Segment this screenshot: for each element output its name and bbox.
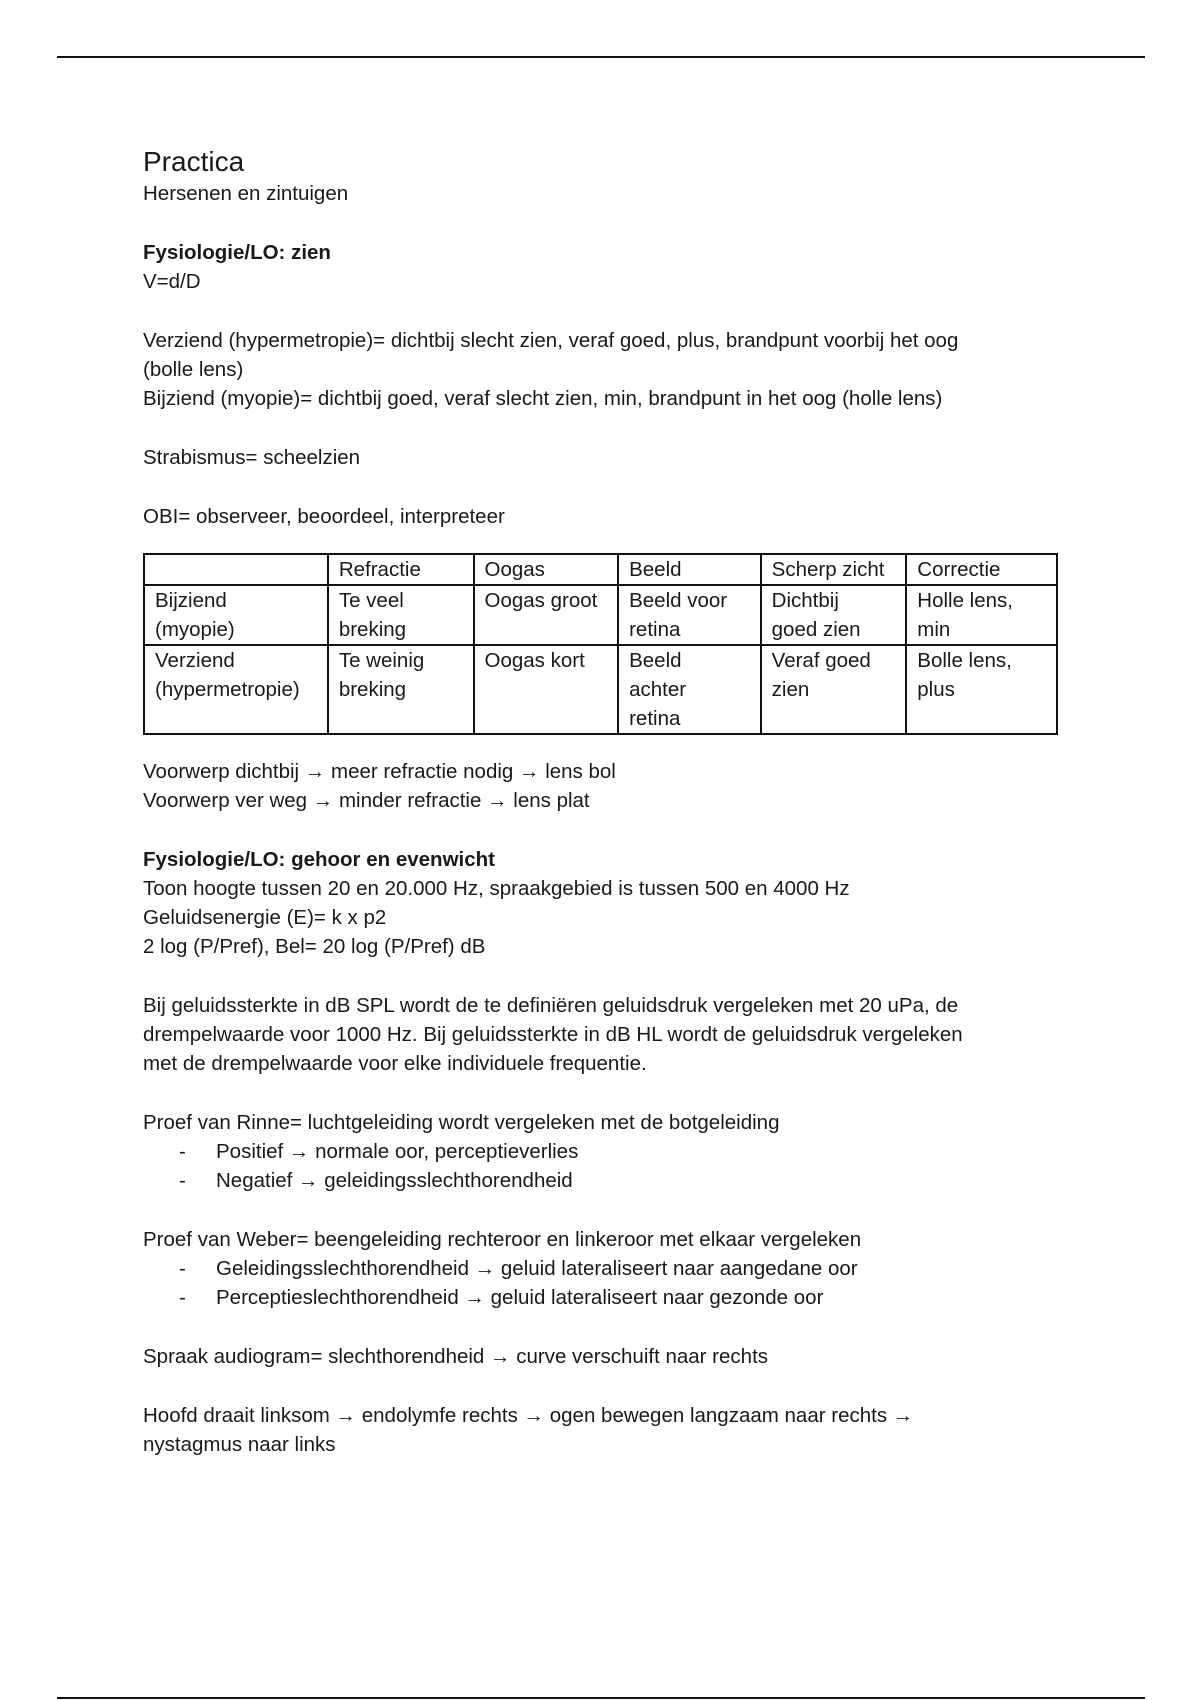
table-cell: [618, 645, 761, 734]
cell-line: Oogas kort: [484, 649, 585, 672]
geluidsenergie-line: Geluidsenergie (E)= k x p2: [143, 906, 387, 929]
cell-line: Beeld: [629, 649, 682, 672]
table-header-cell: Oogas: [474, 554, 619, 585]
cell-line: retina: [629, 707, 681, 730]
voorwerp-dichtbij-line: Voorwerp dichtbij → meer refractie nodig → lens bol: [143, 760, 616, 783]
footer-rule: [57, 1697, 1145, 1699]
verziend-line-1: Verziend (hypermetropie)= dichtbij slecht zien, veraf goed, plus, brandpunt voorbij het oog: [143, 329, 959, 352]
cell-line: Veraf goed: [771, 649, 871, 672]
list-item: [179, 1137, 1063, 1166]
cell-line: Oogas groot: [484, 589, 598, 612]
cell-line: breking: [338, 618, 407, 641]
table-row: [144, 645, 1057, 734]
cell-line: Bolle lens,: [917, 649, 1012, 672]
cell-line: Verziend: [155, 649, 235, 672]
table-cell: [144, 585, 328, 645]
dash-bullet: -: [179, 1140, 186, 1163]
geluidssterkte-line-1: Bij geluidssterkte in dB SPL wordt de te definiëren geluidsdruk vergeleken met 20 uPa, de: [143, 994, 959, 1017]
cell-line: zien: [771, 678, 810, 701]
table-header-cell: Correctie: [906, 554, 1057, 585]
dash-bullet: -: [179, 1169, 186, 1192]
list-item: [179, 1254, 1063, 1283]
cell-line: Dichtbij: [771, 589, 839, 612]
table-header-cell: Refractie: [328, 554, 474, 585]
geluidssterkte-line-3: met de drempelwaarde voor elke individuele frequentie.: [143, 1052, 647, 1075]
list-item-text: Negatief → geleidingsslechthorendheid: [216, 1169, 573, 1192]
refraction-table: [143, 553, 1058, 735]
cell-line: goed zien: [771, 618, 861, 641]
weber-line: Proef van Weber= beengeleiding rechteroor en linkeroor met elkaar vergeleken: [143, 1228, 862, 1251]
bijziend-line: Bijziend (myopie)= dichtbij goed, veraf slecht zien, min, brandpunt in het oog (holle lens): [143, 387, 943, 410]
audiogram-line: Spraak audiogram= slechthorendheid → curve verschuift naar rechts: [143, 1345, 769, 1368]
table-header-cell: Beeld: [618, 554, 761, 585]
rinne-list: [143, 1137, 1063, 1195]
list-item: [179, 1283, 1063, 1312]
bel-line: 2 log (P/Pref), Bel= 20 log (P/Pref) dB: [143, 935, 486, 958]
dash-bullet: -: [179, 1286, 186, 1309]
table-cell: [761, 645, 907, 734]
table-cell: [144, 645, 328, 734]
cell-line: Te veel: [338, 589, 404, 612]
section-heading-zien: Fysiologie/LO: zien: [143, 241, 331, 264]
document-title: Practica: [143, 146, 245, 177]
toonhoogte-line: Toon hoogte tussen 20 en 20.000 Hz, spraakgebied is tussen 500 en 4000 Hz: [143, 877, 850, 900]
cell-line: Bijziend: [155, 589, 227, 612]
cell-line: (myopie): [155, 618, 235, 641]
obi-line: OBI= observeer, beoordeel, interpreteer: [143, 505, 505, 528]
cell-line: Holle lens,: [917, 589, 1013, 612]
list-item-text: Geleidingsslechthorendheid → geluid lateraliseert naar aangedane oor: [216, 1257, 858, 1280]
table-header-cell: Scherp zicht: [761, 554, 907, 585]
cell-line: breking: [338, 678, 407, 701]
table-cell: [328, 585, 474, 645]
table-header-cell: [144, 554, 328, 585]
geluidssterkte-line-2: drempelwaarde voor 1000 Hz. Bij geluidssterkte in dB HL wordt de geluidsdruk vergeleken: [143, 1023, 963, 1046]
dash-bullet: -: [179, 1257, 186, 1280]
strabismus-line: Strabismus= scheelzien: [143, 446, 361, 469]
document-page: [143, 145, 1063, 1459]
verziend-line-2: (bolle lens): [143, 358, 244, 381]
table-header-row: [144, 554, 1057, 585]
list-item-text: Perceptieslechthorendheid → geluid lateraliseert naar gezonde oor: [216, 1286, 824, 1309]
cell-line: retina: [629, 618, 681, 641]
table-cell: [906, 585, 1057, 645]
voorwerp-ver-line: Voorwerp ver weg → minder refractie → lens plat: [143, 789, 590, 812]
weber-list: [143, 1254, 1063, 1312]
formula-line: V=d/D: [143, 270, 201, 293]
cell-line: Te weinig: [338, 649, 425, 672]
section-heading-gehoor: Fysiologie/LO: gehoor en evenwicht: [143, 848, 495, 871]
cell-line: min: [917, 618, 951, 641]
hoofd-line-1: Hoofd draait linksom → endolymfe rechts → ogen bewegen langzaam naar rechts →: [143, 1404, 914, 1427]
rinne-line: Proef van Rinne= luchtgeleiding wordt vergeleken met de botgeleiding: [143, 1111, 780, 1134]
hoofd-line-2: nystagmus naar links: [143, 1433, 336, 1456]
table-cell: [328, 645, 474, 734]
cell-line: Beeld voor: [629, 589, 728, 612]
cell-line: achter: [629, 678, 687, 701]
list-item: [179, 1166, 1063, 1195]
cell-line: (hypermetropie): [155, 678, 300, 701]
table-cell: [761, 585, 907, 645]
table-cell: [474, 585, 619, 645]
header-rule: [57, 56, 1145, 58]
table-row: [144, 585, 1057, 645]
table-cell: [618, 585, 761, 645]
cell-line: plus: [917, 678, 955, 701]
table-cell: [906, 645, 1057, 734]
table-cell: [474, 645, 619, 734]
list-item-text: Positief → normale oor, perceptieverlies: [216, 1140, 579, 1163]
document-subtitle: Hersenen en zintuigen: [143, 182, 349, 205]
